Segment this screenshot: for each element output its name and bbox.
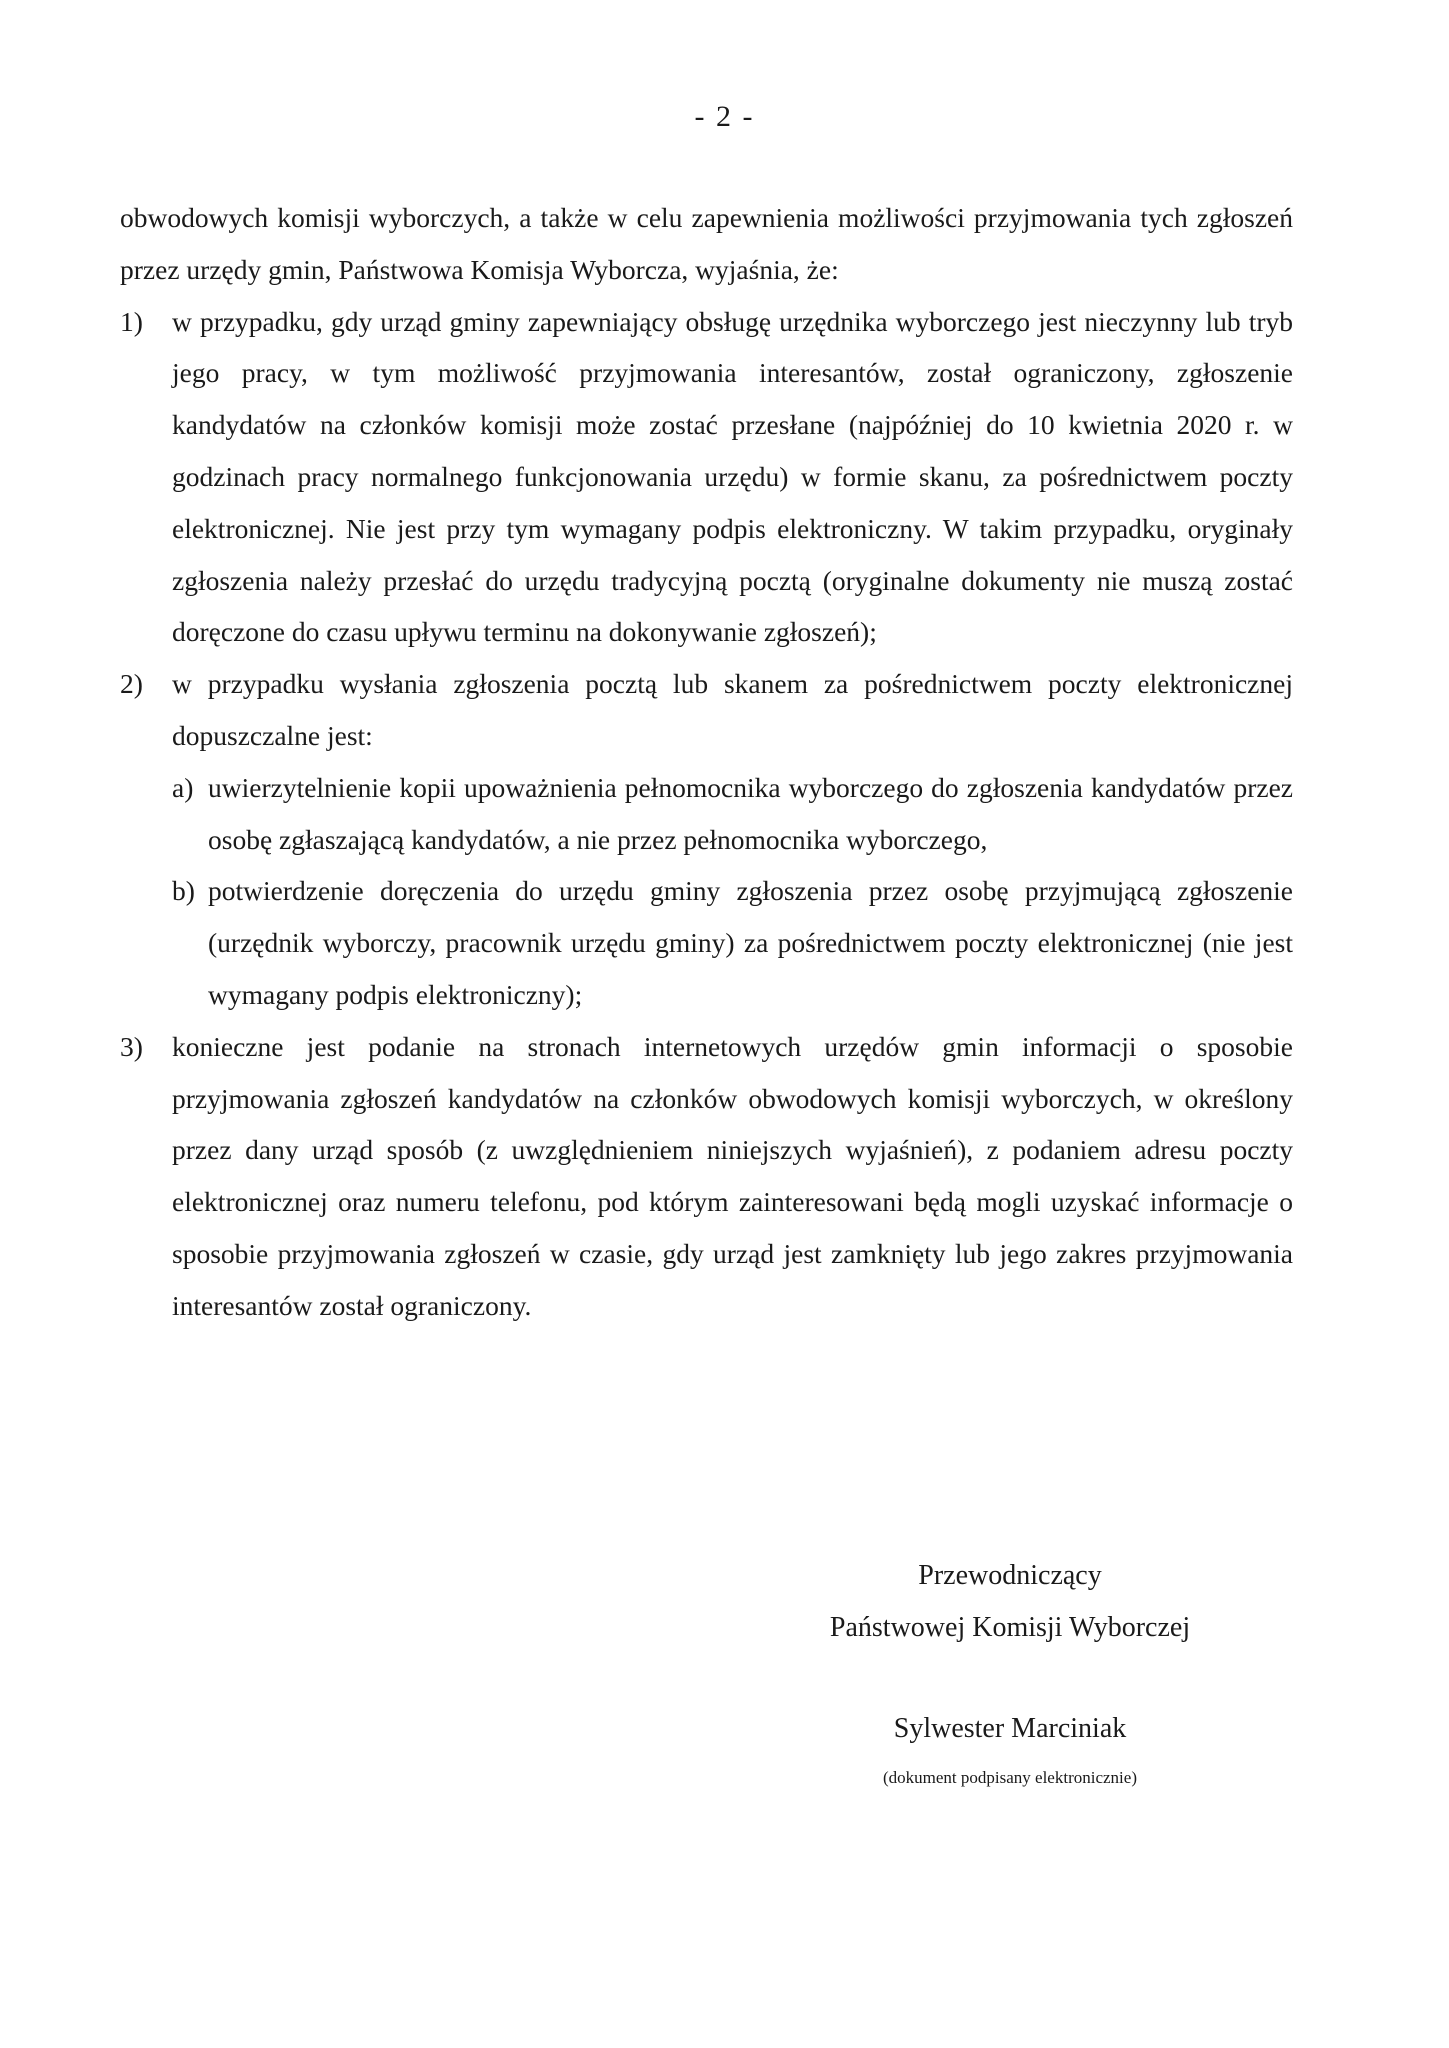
list-item-text: konieczne jest podanie na stronach internetowych urzędów gmin informacji o sposobie przyjmowania zgłoszeń kandydatów na członków obwodowych komisji wyborczych, w określony przez dany urząd sposób (z uwzględnieniem niniejszych wyjaśnień), z podaniem adresu poczty elektronicznej oraz numeru telefonu, pod którym zainteresowani będą mogli uzyskać informacje o sposobie przyjmowania zgłoszeń w czasie, gdy urząd jest zamknięty lub jego zakres przyjmowania interesantów został ograniczony. <box>172 1030 1293 1321</box>
list-marker: 2) <box>120 668 143 700</box>
sub-marker: a) <box>172 771 194 803</box>
sub-marker: b) <box>172 875 195 907</box>
document-body <box>120 192 1293 1332</box>
list-marker: 1) <box>120 305 143 337</box>
list-item-text: w przypadku wysłania zgłoszenia pocztą lub skanem za pośrednictwem poczty elektronicznej dopuszczalne jest: <box>172 668 1293 751</box>
intro-paragraph: obwodowych komisji wyborczych, a także w celu zapewnienia możliwości przyjmowania tych zgłoszeń przez urzędy gmin, Państwowa Komisja Wyborcza, wyjaśnia, że: <box>120 202 1293 285</box>
list-item-2 <box>120 658 1293 762</box>
list-item-1 <box>120 296 1293 659</box>
list-marker: 3) <box>120 1030 143 1062</box>
sub-item-text: potwierdzenie doręczenia do urzędu gminy zgłoszenia przez osobę przyjmującą zgłoszenie (urzędnik wyborczy, pracownik urzędu gminy) za pośrednictwem poczty elektronicznej (nie jest wymagany podpis elektroniczny); <box>208 875 1293 1010</box>
sub-item-text: uwierzytelnienie kopii upoważnienia pełnomocnika wyborczego do zgłoszenia kandydatów przez osobę zgłaszającą kandydatów, a nie przez pełnomocnika wyborczego, <box>208 771 1293 855</box>
sub-item-b <box>172 865 1293 1020</box>
signature-note: (dokument podpisany elektronicznie) <box>883 1768 1137 1787</box>
signature-organization: Państwowej Komisji Wyborczej <box>829 1612 1191 1643</box>
signature-title: Przewodniczący <box>918 1560 1102 1591</box>
sub-item-a <box>172 762 1293 866</box>
list-item-3 <box>120 1021 1293 1332</box>
list-item-text: w przypadku, gdy urząd gminy zapewniający obsługę urzędnika wyborczego jest nieczynny lub tryb jego pracy, w tym możliwość przyjmowania interesantów, został ograniczony, zgłoszenie kandydatów na członków komisji może zostać przesłane (najpóźniej do 10 kwietnia 2020 r. w godzinach pracy normalnego funkcjonowania urzędu) w formie skanu, za pośrednictwem poczty elektronicznej. Nie jest przy tym wymagany podpis elektroniczny. W takim przypadku, oryginały zgłoszenia należy przesłać do urzędu tradycyjną pocztą (oryginalne dokumenty nie muszą zostać doręczone do czasu upływu terminu na dokonywanie zgłoszeń); <box>172 305 1293 648</box>
signature-name: Sylwester Marciniak <box>893 1713 1127 1744</box>
page-number: - 2 - <box>694 100 755 133</box>
